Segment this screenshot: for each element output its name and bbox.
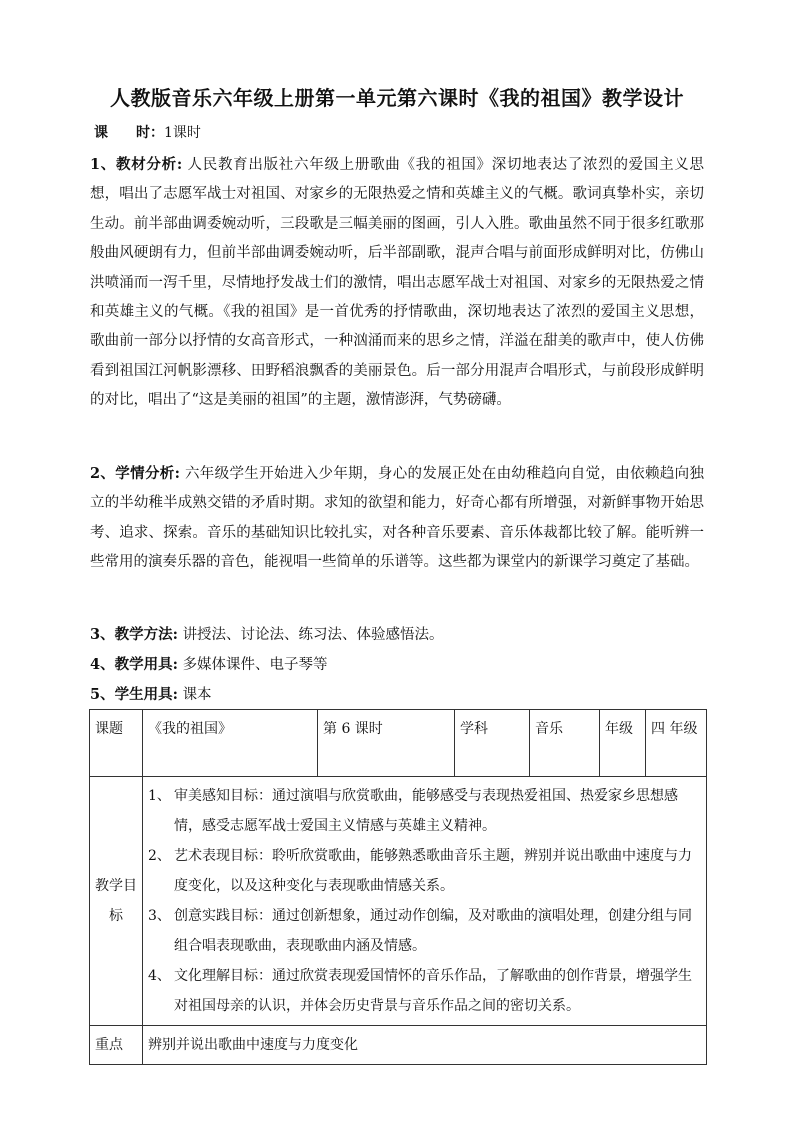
table-row [90,1026,707,1065]
section-text: 六年级学生开始进入少年期，身心的发展正处在由幼稚趋向自觉，由依赖趋向独立的半幼稚半成熟交错的矛盾时期。求知的欲望和能力，好奇心都有所增强，对新鲜事物开始思考、追求、探索。音乐的基础知识比较扎实，对各种音乐要素、音乐体裁都比较了解。能听辨一些常用的演奏乐器的音色，能视唱一些简单的乐谱等。这些都为课堂内的新课学习奠定了基础。 [90,466,704,571]
section-label: 5、学生用具: [90,686,178,703]
table-row [90,777,707,1026]
section-text: 课本 [182,687,212,703]
list-item: 4、 文化理解目标：通过欣赏表现爱国情怀的音乐作品，了解歌曲的创作背景，增强学生对祖国母亲的认识，并体会历史背景与音乐作品之间的密切关系。 [148,968,692,1014]
section-label: 2、学情分析: [90,465,180,482]
list-item: 3、 创意实践目标：通过创新想象，通过动作创编，及对歌曲的演唱处理，创建分组与同组合唱表现歌曲，表现歌曲内涵及情感。 [148,908,692,954]
section-teaching-tools [90,650,704,680]
section-text: 人民教育出版社六年级上册歌曲《我的祖国》深切地表达了浓烈的爱国主义思想，唱出了志愿军战士对祖国、对家乡的无限热爱之情和英雄主义的气概。歌词真挚朴实，亲切生动。前半部曲调委婉动听，三段歌是三幅美丽的图画，引人入胜。歌曲虽然不同于很多红歌那般曲风硬朗有力，但前半部曲调委婉动听，后半部副歌，混声合唱与前面形成鲜明对比，仿佛山洪喷涌而一泻千里，尽情地抒发战士们的激情，唱出志愿军战士对祖国、对家乡的无限热爱之情和英雄主义的气概。《我的祖国》是一首优秀的抒情歌曲，深切地表达了浓烈的爱国主义思想，歌曲前一部分以抒情的女高音形式，一种汹涌而来的思乡之情，洋溢在甜美的歌声中，使人仿佛看到祖国江河帆影漂移、田野稻浪飘香的美丽景色。后一部分用混声合唱形式，与前段形成鲜明的对比，唱出了“这是美丽的祖国”的主题，激情澎湃，气势磅礴。 [90,157,705,409]
lesson-duration [94,122,201,144]
subject-label: 学科 [455,710,530,777]
section-text: 讲授法、讨论法、练习法、体验感悟法。 [182,627,444,643]
grade-label: 年级 [600,710,646,777]
section-teaching-methods [90,620,704,650]
table-row [90,710,707,777]
section-student-tools [90,680,704,710]
topic-value: 《我的祖国》 [143,710,318,777]
topic-label: 课题 [90,710,143,777]
section-material-analysis [90,150,704,416]
section-text: 多媒体课件、电子琴等 [182,657,328,673]
lesson-plan-table [89,709,707,1065]
key-point-value: 辨别并说出歌曲中速度与力度变化 [143,1026,707,1065]
section-student-analysis [90,459,704,578]
goals-list [148,781,701,1021]
duration-value: 1课时 [164,125,201,141]
subject-value: 音乐 [530,710,600,777]
page-title: 人教版音乐六年级上册第一单元第六课时《我的祖国》教学设计 [110,86,684,110]
grade-value: 四 年级 [646,710,707,777]
list-item: 1、 审美感知目标：通过演唱与欣赏歌曲，能够感受与表现热爱祖国、热爱家乡思想感情，感受志愿军战士爱国主义情感与英雄主义精神。 [148,788,678,834]
duration-label: 课 时： [94,125,164,141]
section-label: 1、教材分析: [90,156,183,173]
key-point-label: 重点 [90,1026,143,1065]
goals-label: 教学目标 [90,777,143,1026]
goals-cell [143,777,707,1026]
section-label: 3、教学方法: [90,626,178,643]
lesson-number: 第 6 课时 [318,710,455,777]
section-label: 4、教学用具: [90,656,178,673]
list-item: 2、 艺术表现目标：聆听欣赏歌曲，能够熟悉歌曲音乐主题，辨别并说出歌曲中速度与力度变化，以及这种变化与表现歌曲情感关系。 [148,848,692,894]
